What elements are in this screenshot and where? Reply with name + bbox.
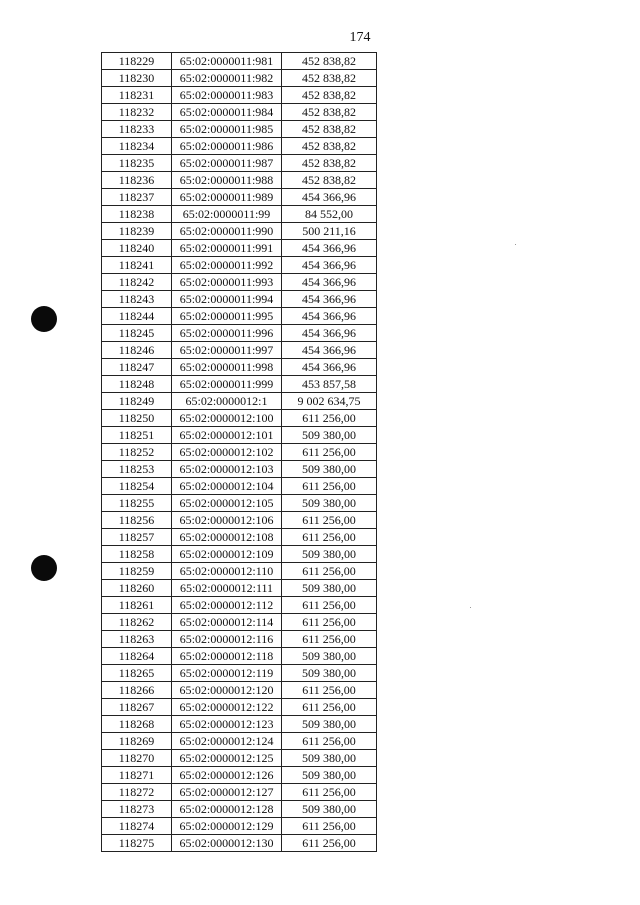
value-cell: 452 838,82 (282, 104, 377, 121)
cadastral-number-cell: 65:02:0000012:123 (172, 716, 282, 733)
value-cell: 452 838,82 (282, 172, 377, 189)
value-cell: 509 380,00 (282, 461, 377, 478)
row-number-cell: 118229 (102, 53, 172, 70)
cadastral-number-cell: 65:02:0000012:128 (172, 801, 282, 818)
value-cell: 454 366,96 (282, 359, 377, 376)
row-number-cell: 118274 (102, 818, 172, 835)
table-row (102, 410, 377, 427)
table-row (102, 699, 377, 716)
row-number-cell: 118240 (102, 240, 172, 257)
row-number-cell: 118263 (102, 631, 172, 648)
value-cell: 611 256,00 (282, 444, 377, 461)
cadastral-number-cell: 65:02:0000012:105 (172, 495, 282, 512)
cadastral-number-cell: 65:02:0000011:982 (172, 70, 282, 87)
cadastral-number-cell: 65:02:0000011:997 (172, 342, 282, 359)
table-row (102, 512, 377, 529)
table-row (102, 784, 377, 801)
row-number-cell: 118249 (102, 393, 172, 410)
value-cell: 452 838,82 (282, 87, 377, 104)
cadastral-number-cell: 65:02:0000011:985 (172, 121, 282, 138)
value-cell: 452 838,82 (282, 53, 377, 70)
row-number-cell: 118251 (102, 427, 172, 444)
table-row (102, 546, 377, 563)
cadastral-number-cell: 65:02:0000012:125 (172, 750, 282, 767)
cadastral-number-cell: 65:02:0000012:104 (172, 478, 282, 495)
value-cell: 452 838,82 (282, 121, 377, 138)
table-row (102, 53, 377, 70)
row-number-cell: 118261 (102, 597, 172, 614)
value-cell: 509 380,00 (282, 648, 377, 665)
value-cell: 454 366,96 (282, 274, 377, 291)
cadastral-number-cell: 65:02:0000012:112 (172, 597, 282, 614)
value-cell: 509 380,00 (282, 427, 377, 444)
table-row (102, 818, 377, 835)
row-number-cell: 118262 (102, 614, 172, 631)
value-cell: 611 256,00 (282, 512, 377, 529)
table-row (102, 189, 377, 206)
value-cell: 452 838,82 (282, 155, 377, 172)
table-row (102, 376, 377, 393)
value-cell: 454 366,96 (282, 257, 377, 274)
value-cell: 611 256,00 (282, 631, 377, 648)
value-cell: 509 380,00 (282, 750, 377, 767)
cadastral-number-cell: 65:02:0000012:110 (172, 563, 282, 580)
row-number-cell: 118269 (102, 733, 172, 750)
table-row (102, 665, 377, 682)
cadastral-number-cell: 65:02:0000012:1 (172, 393, 282, 410)
row-number-cell: 118242 (102, 274, 172, 291)
table-row (102, 121, 377, 138)
row-number-cell: 118252 (102, 444, 172, 461)
cadastral-number-cell: 65:02:0000011:991 (172, 240, 282, 257)
value-cell: 611 256,00 (282, 614, 377, 631)
table-row (102, 835, 377, 852)
table-row (102, 444, 377, 461)
cadastral-number-cell: 65:02:0000011:989 (172, 189, 282, 206)
value-cell: 454 366,96 (282, 342, 377, 359)
row-number-cell: 118260 (102, 580, 172, 597)
value-cell: 611 256,00 (282, 733, 377, 750)
row-number-cell: 118245 (102, 325, 172, 342)
cadastral-number-cell: 65:02:0000012:126 (172, 767, 282, 784)
value-cell: 611 256,00 (282, 478, 377, 495)
table-body (102, 53, 377, 852)
row-number-cell: 118273 (102, 801, 172, 818)
value-cell: 453 857,58 (282, 376, 377, 393)
cadastral-number-cell: 65:02:0000012:119 (172, 665, 282, 682)
cadastral-number-cell: 65:02:0000012:111 (172, 580, 282, 597)
table-row (102, 614, 377, 631)
value-cell: 454 366,96 (282, 240, 377, 257)
row-number-cell: 118257 (102, 529, 172, 546)
value-cell: 509 380,00 (282, 716, 377, 733)
row-number-cell: 118233 (102, 121, 172, 138)
row-number-cell: 118272 (102, 784, 172, 801)
row-number-cell: 118265 (102, 665, 172, 682)
row-number-cell: 118246 (102, 342, 172, 359)
row-number-cell: 118259 (102, 563, 172, 580)
row-number-cell: 118266 (102, 682, 172, 699)
cadastral-number-cell: 65:02:0000012:103 (172, 461, 282, 478)
page-number: 174 (349, 30, 371, 45)
value-cell: 452 838,82 (282, 138, 377, 155)
value-cell: 509 380,00 (282, 495, 377, 512)
table-row (102, 342, 377, 359)
value-cell: 454 366,96 (282, 189, 377, 206)
table-row (102, 104, 377, 121)
value-cell: 452 838,82 (282, 70, 377, 87)
cadastral-number-cell: 65:02:0000012:100 (172, 410, 282, 427)
row-number-cell: 118271 (102, 767, 172, 784)
value-cell: 611 256,00 (282, 529, 377, 546)
cadastral-number-cell: 65:02:0000011:993 (172, 274, 282, 291)
cadastral-number-cell: 65:02:0000011:999 (172, 376, 282, 393)
cadastral-number-cell: 65:02:0000012:122 (172, 699, 282, 716)
table-row (102, 461, 377, 478)
cadastral-number-cell: 65:02:0000011:984 (172, 104, 282, 121)
table-row (102, 495, 377, 512)
table-row (102, 529, 377, 546)
value-cell: 611 256,00 (282, 835, 377, 852)
row-number-cell: 118230 (102, 70, 172, 87)
cadastral-number-cell: 65:02:0000012:106 (172, 512, 282, 529)
value-cell: 611 256,00 (282, 563, 377, 580)
cadastral-number-cell: 65:02:0000011:983 (172, 87, 282, 104)
table-row (102, 478, 377, 495)
table-row (102, 631, 377, 648)
row-number-cell: 118264 (102, 648, 172, 665)
table-row (102, 257, 377, 274)
table-row (102, 427, 377, 444)
value-cell: 454 366,96 (282, 291, 377, 308)
value-cell: 611 256,00 (282, 682, 377, 699)
table-row (102, 767, 377, 784)
cadastral-number-cell: 65:02:0000011:990 (172, 223, 282, 240)
table-row (102, 648, 377, 665)
value-cell: 509 380,00 (282, 665, 377, 682)
row-number-cell: 118243 (102, 291, 172, 308)
row-number-cell: 118231 (102, 87, 172, 104)
row-number-cell: 118258 (102, 546, 172, 563)
table-row (102, 155, 377, 172)
table-row (102, 87, 377, 104)
value-cell: 500 211,16 (282, 223, 377, 240)
cadastral-number-cell: 65:02:0000011:988 (172, 172, 282, 189)
table-row (102, 274, 377, 291)
cadastral-number-cell: 65:02:0000011:987 (172, 155, 282, 172)
cadastral-number-cell: 65:02:0000012:109 (172, 546, 282, 563)
row-number-cell: 118234 (102, 138, 172, 155)
cadastral-number-cell: 65:02:0000012:129 (172, 818, 282, 835)
row-number-cell: 118267 (102, 699, 172, 716)
table-row (102, 206, 377, 223)
table-row (102, 716, 377, 733)
table-row (102, 597, 377, 614)
row-number-cell: 118270 (102, 750, 172, 767)
cadastral-number-cell: 65:02:0000011:994 (172, 291, 282, 308)
value-cell: 611 256,00 (282, 597, 377, 614)
row-number-cell: 118250 (102, 410, 172, 427)
row-number-cell: 118275 (102, 835, 172, 852)
value-cell: 509 380,00 (282, 580, 377, 597)
table-row (102, 393, 377, 410)
row-number-cell: 118236 (102, 172, 172, 189)
row-number-cell: 118244 (102, 308, 172, 325)
row-number-cell: 118232 (102, 104, 172, 121)
punch-hole-mark (31, 555, 57, 581)
row-number-cell: 118247 (102, 359, 172, 376)
table-row (102, 138, 377, 155)
row-number-cell: 118268 (102, 716, 172, 733)
cadastral-number-cell: 65:02:0000012:127 (172, 784, 282, 801)
value-cell: 611 256,00 (282, 699, 377, 716)
row-number-cell: 118235 (102, 155, 172, 172)
table-row (102, 580, 377, 597)
cadastral-number-cell: 65:02:0000012:130 (172, 835, 282, 852)
cadastral-number-cell: 65:02:0000011:998 (172, 359, 282, 376)
cadastral-number-cell: 65:02:0000012:102 (172, 444, 282, 461)
punch-hole-mark (31, 306, 57, 332)
row-number-cell: 118253 (102, 461, 172, 478)
cadastral-number-cell: 65:02:0000012:120 (172, 682, 282, 699)
cadastral-number-cell: 65:02:0000011:996 (172, 325, 282, 342)
cadastral-number-cell: 65:02:0000012:118 (172, 648, 282, 665)
value-cell: 611 256,00 (282, 784, 377, 801)
value-cell: 454 366,96 (282, 308, 377, 325)
cadastral-value-table (101, 52, 377, 852)
row-number-cell: 118238 (102, 206, 172, 223)
value-cell: 509 380,00 (282, 546, 377, 563)
cadastral-number-cell: 65:02:0000012:116 (172, 631, 282, 648)
scan-speck (515, 244, 516, 245)
cadastral-number-cell: 65:02:0000011:981 (172, 53, 282, 70)
table-row (102, 70, 377, 87)
row-number-cell: 118248 (102, 376, 172, 393)
value-cell: 611 256,00 (282, 410, 377, 427)
cadastral-number-cell: 65:02:0000011:992 (172, 257, 282, 274)
value-cell: 9 002 634,75 (282, 393, 377, 410)
value-cell: 84 552,00 (282, 206, 377, 223)
row-number-cell: 118255 (102, 495, 172, 512)
row-number-cell: 118237 (102, 189, 172, 206)
value-cell: 611 256,00 (282, 818, 377, 835)
value-cell: 509 380,00 (282, 767, 377, 784)
table-row (102, 733, 377, 750)
table-row (102, 308, 377, 325)
row-number-cell: 118241 (102, 257, 172, 274)
table-row (102, 240, 377, 257)
cadastral-number-cell: 65:02:0000011:99 (172, 206, 282, 223)
row-number-cell: 118239 (102, 223, 172, 240)
value-cell: 509 380,00 (282, 801, 377, 818)
table-row (102, 172, 377, 189)
table-row (102, 801, 377, 818)
row-number-cell: 118254 (102, 478, 172, 495)
value-cell: 454 366,96 (282, 325, 377, 342)
cadastral-number-cell: 65:02:0000011:995 (172, 308, 282, 325)
table-row (102, 359, 377, 376)
cadastral-number-cell: 65:02:0000012:114 (172, 614, 282, 631)
scan-speck (470, 607, 471, 608)
table-row (102, 682, 377, 699)
table-row (102, 563, 377, 580)
cadastral-number-cell: 65:02:0000012:124 (172, 733, 282, 750)
cadastral-number-cell: 65:02:0000011:986 (172, 138, 282, 155)
table-row (102, 223, 377, 240)
cadastral-number-cell: 65:02:0000012:108 (172, 529, 282, 546)
row-number-cell: 118256 (102, 512, 172, 529)
table-row (102, 325, 377, 342)
table-row (102, 750, 377, 767)
cadastral-number-cell: 65:02:0000012:101 (172, 427, 282, 444)
table-row (102, 291, 377, 308)
